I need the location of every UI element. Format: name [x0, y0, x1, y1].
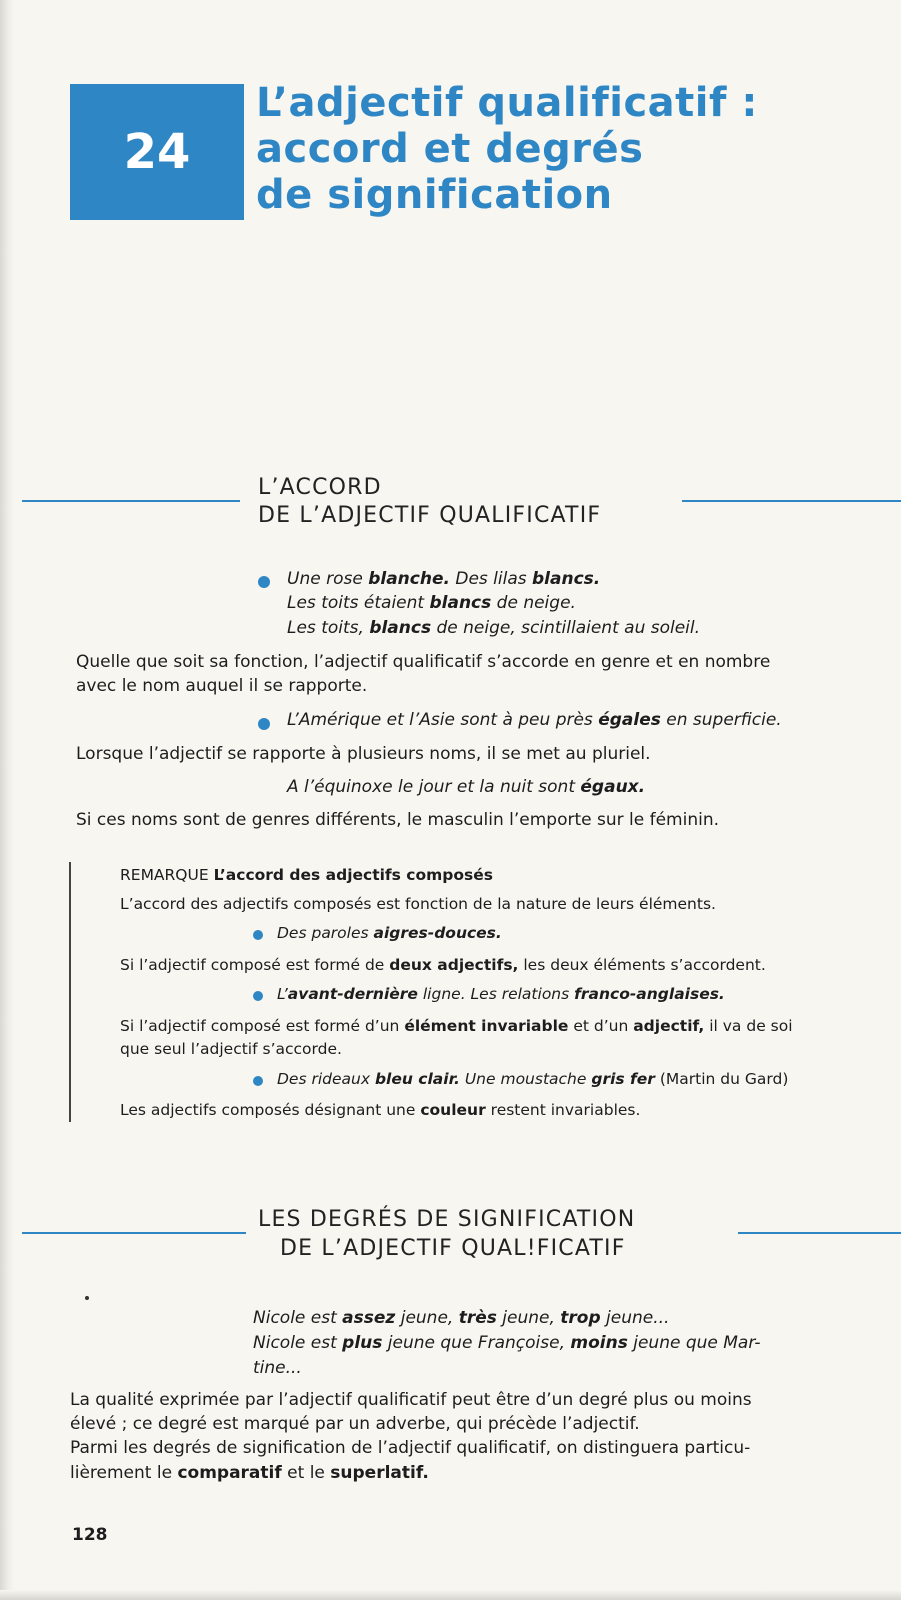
section1-heading-line-1: L’ACCORD	[258, 475, 382, 500]
example-1-line-3: Les toits, blancs de neige, scintillaient au soleil.	[287, 618, 701, 638]
rule-1-line-1: Quelle que soit sa fonction, l’adjectif qualificatif s’accorde en genre et en nombre	[76, 652, 771, 672]
section2-example-line-3: tine...	[253, 1358, 302, 1378]
remarque-title: L’accord des adjectifs composés	[213, 866, 493, 884]
remarque-intro: L’accord des adjectifs composés est fonction de la nature de leurs éléments.	[120, 895, 716, 913]
remarque-rule-3: Les adjectifs composés désignant une couleur restent invariables.	[120, 1101, 641, 1119]
section2-para-1-line-1: La qualité exprimée par l’adjectif qualificatif peut être d’un degré plus ou moins	[70, 1390, 752, 1410]
bullet-icon	[258, 718, 270, 730]
remarque-example-1: Des paroles aigres-douces.	[277, 924, 502, 942]
page-edge	[0, 0, 14, 1600]
example-3: A l’équinoxe le jour et la nuit sont égaux.	[287, 777, 646, 797]
rule-2: Lorsque l’adjectif se rapporte à plusieurs noms, il se met au pluriel.	[76, 744, 651, 764]
section2-example-line-1: Nicole est assez jeune, très jeune, trop jeune...	[253, 1308, 670, 1328]
chapter-title-line-3: de signification	[256, 172, 613, 218]
section2-para-2-line-1: Parmi les degrés de signification de l’adjectif qualificatif, on distinguera particu-	[70, 1438, 751, 1458]
section1-rule-left	[22, 500, 240, 502]
remarque-rule-2-line-2: que seul l’adjectif s’accorde.	[120, 1040, 342, 1058]
remarque-example-2: L’avant-dernière ligne. Les relations franco-anglaises.	[277, 985, 725, 1003]
chapter-number-box	[70, 84, 244, 220]
stray-dot	[85, 1296, 89, 1300]
remarque-heading	[120, 864, 493, 886]
section1-heading-line-2: DE L’ADJECTIF QUALIFICATIF	[258, 503, 602, 528]
page-number: 128	[72, 1525, 108, 1545]
remarque-label: REMARQUE	[120, 866, 209, 884]
remarque-rule-1: Si l’adjectif composé est formé de deux adjectifs, les deux éléments s’accordent.	[120, 956, 766, 974]
section2-rule-left	[22, 1232, 246, 1234]
chapter-title-line-2: accord et degrés	[256, 126, 644, 172]
remarque-side-bar	[69, 862, 71, 1122]
section2-para-1-line-2: élevé ; ce degré est marqué par un adverbe, qui précède l’adjectif.	[70, 1414, 640, 1434]
example-2: L’Amérique et l’Asie sont à peu près égales en superficie.	[287, 710, 782, 730]
remarque-example-3: Des rideaux bleu clair. Une moustache gris fer (Martin du Gard)	[277, 1070, 789, 1088]
section1-rule-right	[682, 500, 901, 502]
bullet-icon	[253, 1076, 263, 1086]
example-1-line-1: Une rose blanche. Des lilas blancs.	[287, 569, 601, 589]
section2-heading-line-1: LES DEGRÉS DE SIGNIFICATION	[258, 1207, 636, 1232]
rule-3: Si ces noms sont de genres différents, le masculin l’emporte sur le féminin.	[76, 810, 719, 830]
section2-heading-line-2: DE L’ADJECTIF QUAL!FICATIF	[280, 1236, 626, 1261]
section2-para-2-line-2: lièrement le comparatif et le superlatif.	[70, 1463, 429, 1483]
rule-1-line-2: avec le nom auquel il se rapporte.	[76, 676, 368, 696]
section2-example-line-2: Nicole est plus jeune que Françoise, moins jeune que Mar-	[253, 1333, 761, 1353]
chapter-title	[256, 80, 896, 218]
bullet-icon	[258, 576, 270, 588]
remarque-rule-2-line-1: Si l’adjectif composé est formé d’un élément invariable et d’un adjectif, il va de soi	[120, 1017, 793, 1035]
bullet-icon	[253, 991, 263, 1001]
page-edge-bottom	[0, 1590, 901, 1600]
section2-rule-right	[738, 1232, 901, 1234]
bullet-icon	[253, 930, 263, 940]
chapter-number: 24	[123, 124, 191, 180]
chapter-title-line-1: L’adjectif qualificatif :	[256, 80, 758, 126]
example-1-line-2: Les toits étaient blancs de neige.	[287, 593, 576, 613]
